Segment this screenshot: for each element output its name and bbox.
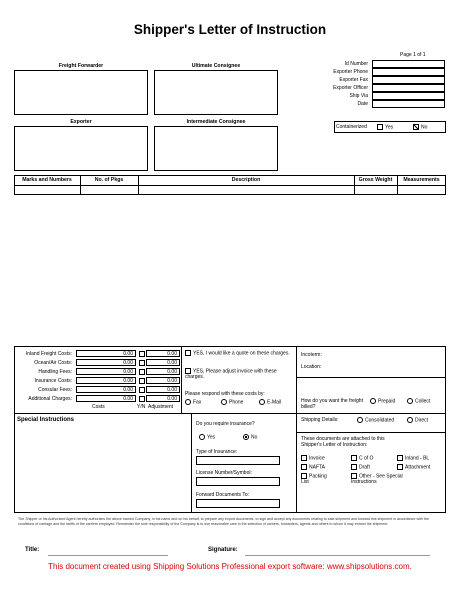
id-fields [300, 60, 445, 108]
page-title: Shipper's Letter of Instruction [133, 22, 327, 37]
exporter-fax-label: Exporter Fax [339, 77, 368, 83]
date-field[interactable] [372, 100, 445, 108]
id-number-label: Id Number [344, 61, 368, 67]
table-divider [14, 185, 446, 186]
cost-label: Additional Charges: [28, 396, 72, 402]
cost-label: Insurance Costs: [34, 378, 72, 384]
cost-value-field[interactable]: 0.00 [76, 377, 136, 384]
col-yn-label: Y/N [137, 404, 146, 410]
ship-via-field[interactable] [372, 92, 445, 100]
divider [296, 377, 446, 378]
cost-value-field[interactable]: 0.00 [76, 368, 136, 375]
radio-icon [259, 399, 265, 405]
exporter-phone-field[interactable] [372, 68, 445, 76]
cost-value-field[interactable]: 0.00 [76, 395, 136, 402]
cost-adjust-field[interactable]: 0.00 [146, 350, 180, 357]
checkbox-icon [185, 368, 191, 374]
title-line[interactable] [48, 555, 168, 556]
doc-other[interactable]: Other - See Special Instructions [351, 473, 403, 486]
cost-label: Inland Freight Costs: [25, 351, 72, 357]
cost-adjust-field[interactable]: 0.00 [146, 395, 180, 402]
doc-attachment[interactable]: Attachment [397, 464, 430, 470]
col-pkgs: No. of Pkgs [94, 177, 124, 183]
title-label: Title: [25, 547, 40, 553]
respond-label: Please respond with these costs by: [185, 391, 265, 397]
checkbox-icon [351, 473, 357, 479]
page-info: Page 1 of 1 [400, 52, 426, 58]
signature-line[interactable] [245, 555, 430, 556]
radio-icon [199, 434, 205, 440]
divider [191, 413, 192, 513]
location-label: Location: [301, 364, 322, 370]
checkbox-icon[interactable] [139, 369, 145, 375]
checkbox-icon [351, 455, 357, 461]
freight-forwarder-label: Freight Forwarder [58, 63, 104, 69]
footer-text: This document created using Shipping Solutions Professional export software: www.shipsolutions.com. [48, 562, 412, 571]
license-label: License Number/Symbol: [196, 470, 252, 476]
cost-label: Consular Fees: [38, 387, 72, 393]
signature-label: Signature: [208, 547, 238, 553]
cost-adjust-field[interactable]: 0.00 [146, 359, 180, 366]
containerized-no[interactable]: No [413, 124, 427, 130]
checkbox-icon[interactable] [139, 360, 145, 366]
doc-c-of-o[interactable]: C of O [351, 455, 373, 461]
freight-forwarder-box[interactable] [14, 70, 148, 115]
exporter-label: Exporter [70, 119, 92, 125]
ship-via-label: Ship Via [349, 93, 368, 99]
exporter-fax-field[interactable] [372, 76, 445, 84]
doc-nafta[interactable]: NAFTA [301, 464, 325, 470]
respond-phone[interactable]: Phone [221, 399, 243, 405]
quote-option-1[interactable]: YES, I would like a quote on these charges. [185, 350, 293, 356]
insurance-type-label: Type of Insurance: [196, 449, 238, 455]
containerized-label: Containerized [336, 124, 367, 130]
exporter-officer-label: Exporter Officer [333, 85, 368, 91]
freight-collect[interactable]: Collect [407, 398, 430, 404]
respond-email[interactable]: E-Mail [259, 399, 281, 405]
forward-docs-label: Forward Documents To: [196, 492, 249, 498]
forward-docs-field[interactable] [196, 499, 280, 508]
respond-fax[interactable]: Fax [185, 399, 201, 405]
checkbox-icon[interactable] [139, 351, 145, 357]
col-costs-label: Costs [92, 404, 105, 410]
checked-checkbox-icon [413, 124, 419, 130]
cost-adjust-field[interactable]: 0.00 [146, 377, 180, 384]
insurance-question: Do you require insurance? [196, 421, 255, 427]
doc-inland-bl[interactable]: Inland - BL [397, 455, 429, 461]
checkbox-icon [301, 455, 307, 461]
special-instructions-label: Special Instructions [17, 417, 75, 423]
intermediate-consignee-label: Intermediate Consignee [186, 119, 246, 125]
checkbox-icon [397, 464, 403, 470]
cost-value-field[interactable]: 0.00 [76, 359, 136, 366]
id-number-field[interactable] [372, 60, 445, 68]
exporter-officer-field[interactable] [372, 84, 445, 92]
cost-label: Handling Fees: [38, 369, 72, 375]
col-description: Description [231, 177, 261, 183]
checkbox-icon[interactable] [139, 378, 145, 384]
cost-adjust-field[interactable]: 0.00 [146, 368, 180, 375]
ultimate-consignee-box[interactable] [154, 70, 278, 115]
checkbox-icon[interactable] [139, 396, 145, 402]
doc-invoice[interactable]: Invoice [301, 455, 325, 461]
quote-option-2[interactable]: YES, Please adjust invoice with these charges. [185, 368, 277, 381]
col-gross-weight: Gross Weight [358, 177, 393, 183]
radio-icon [407, 398, 413, 404]
checkbox-icon [301, 464, 307, 470]
doc-draft[interactable]: Draft [351, 464, 370, 470]
col-adjustment-label: Adjustment [148, 404, 174, 410]
divider [296, 432, 446, 433]
insurance-no[interactable]: No [243, 434, 257, 440]
ultimate-consignee-label: Ultimate Consignee [191, 63, 241, 69]
divider [14, 413, 446, 414]
intermediate-consignee-box[interactable] [154, 126, 278, 171]
divider [181, 346, 182, 413]
insurance-yes[interactable]: Yes [199, 434, 215, 440]
checkbox-icon [185, 350, 191, 356]
freight-prepaid[interactable]: Prepaid [370, 398, 395, 404]
shipping-consolidated[interactable]: Consolidated [357, 417, 394, 423]
checkbox-icon [301, 473, 307, 479]
cost-rows [16, 350, 178, 410]
col-marks: Marks and Numbers [22, 177, 72, 183]
legal-text: The Shipper or his Authorized Agent hereby authorizes the above named Company, in his name and on his behalf, to prepare any export documents, to sign and accept any documents relating to said shipment and forward this shipment in accordance with the conditions of carriage and the tariffs of the carriers employed. Remainder the sole responsibility of the Company is to use reasonable care in the selection of carriers, forwarders, agents and others to whom it may entrust the shipment. [18, 517, 429, 526]
incoterm-label: Incoterm: [301, 352, 322, 358]
checkbox-icon [351, 464, 357, 470]
docs-label: These documents are attached to this Shipper's Letter of Instruction: [301, 436, 385, 448]
radio-selected-icon [243, 434, 249, 440]
radio-icon [407, 417, 413, 423]
divider [296, 346, 297, 513]
radio-icon [357, 417, 363, 423]
radio-icon [185, 399, 191, 405]
cost-adjust-field[interactable]: 0.00 [146, 386, 180, 393]
doc-packing-list[interactable]: Packing List [301, 473, 327, 486]
license-field[interactable] [196, 477, 280, 486]
date-label: Date [357, 101, 368, 107]
radio-icon [221, 399, 227, 405]
cost-value-field[interactable]: 0.00 [76, 386, 136, 393]
cost-label: Ocean/Air Costs: [34, 360, 72, 366]
exporter-box[interactable] [14, 126, 148, 171]
cost-value-field[interactable]: 0.00 [76, 350, 136, 357]
checkbox-icon [377, 124, 383, 130]
shipping-details-label: Shipping Details: [301, 417, 339, 423]
col-measurements: Measurements [403, 177, 440, 183]
radio-icon [370, 398, 376, 404]
insurance-type-field[interactable] [196, 456, 280, 465]
checkbox-icon[interactable] [139, 387, 145, 393]
freight-billed-label: How do you want the freight billed? [301, 398, 363, 410]
exporter-phone-label: Exporter Phone [333, 69, 368, 75]
shipping-direct[interactable]: Direct [407, 417, 428, 423]
checkbox-icon [397, 455, 403, 461]
containerized-yes[interactable]: Yes [377, 124, 393, 130]
